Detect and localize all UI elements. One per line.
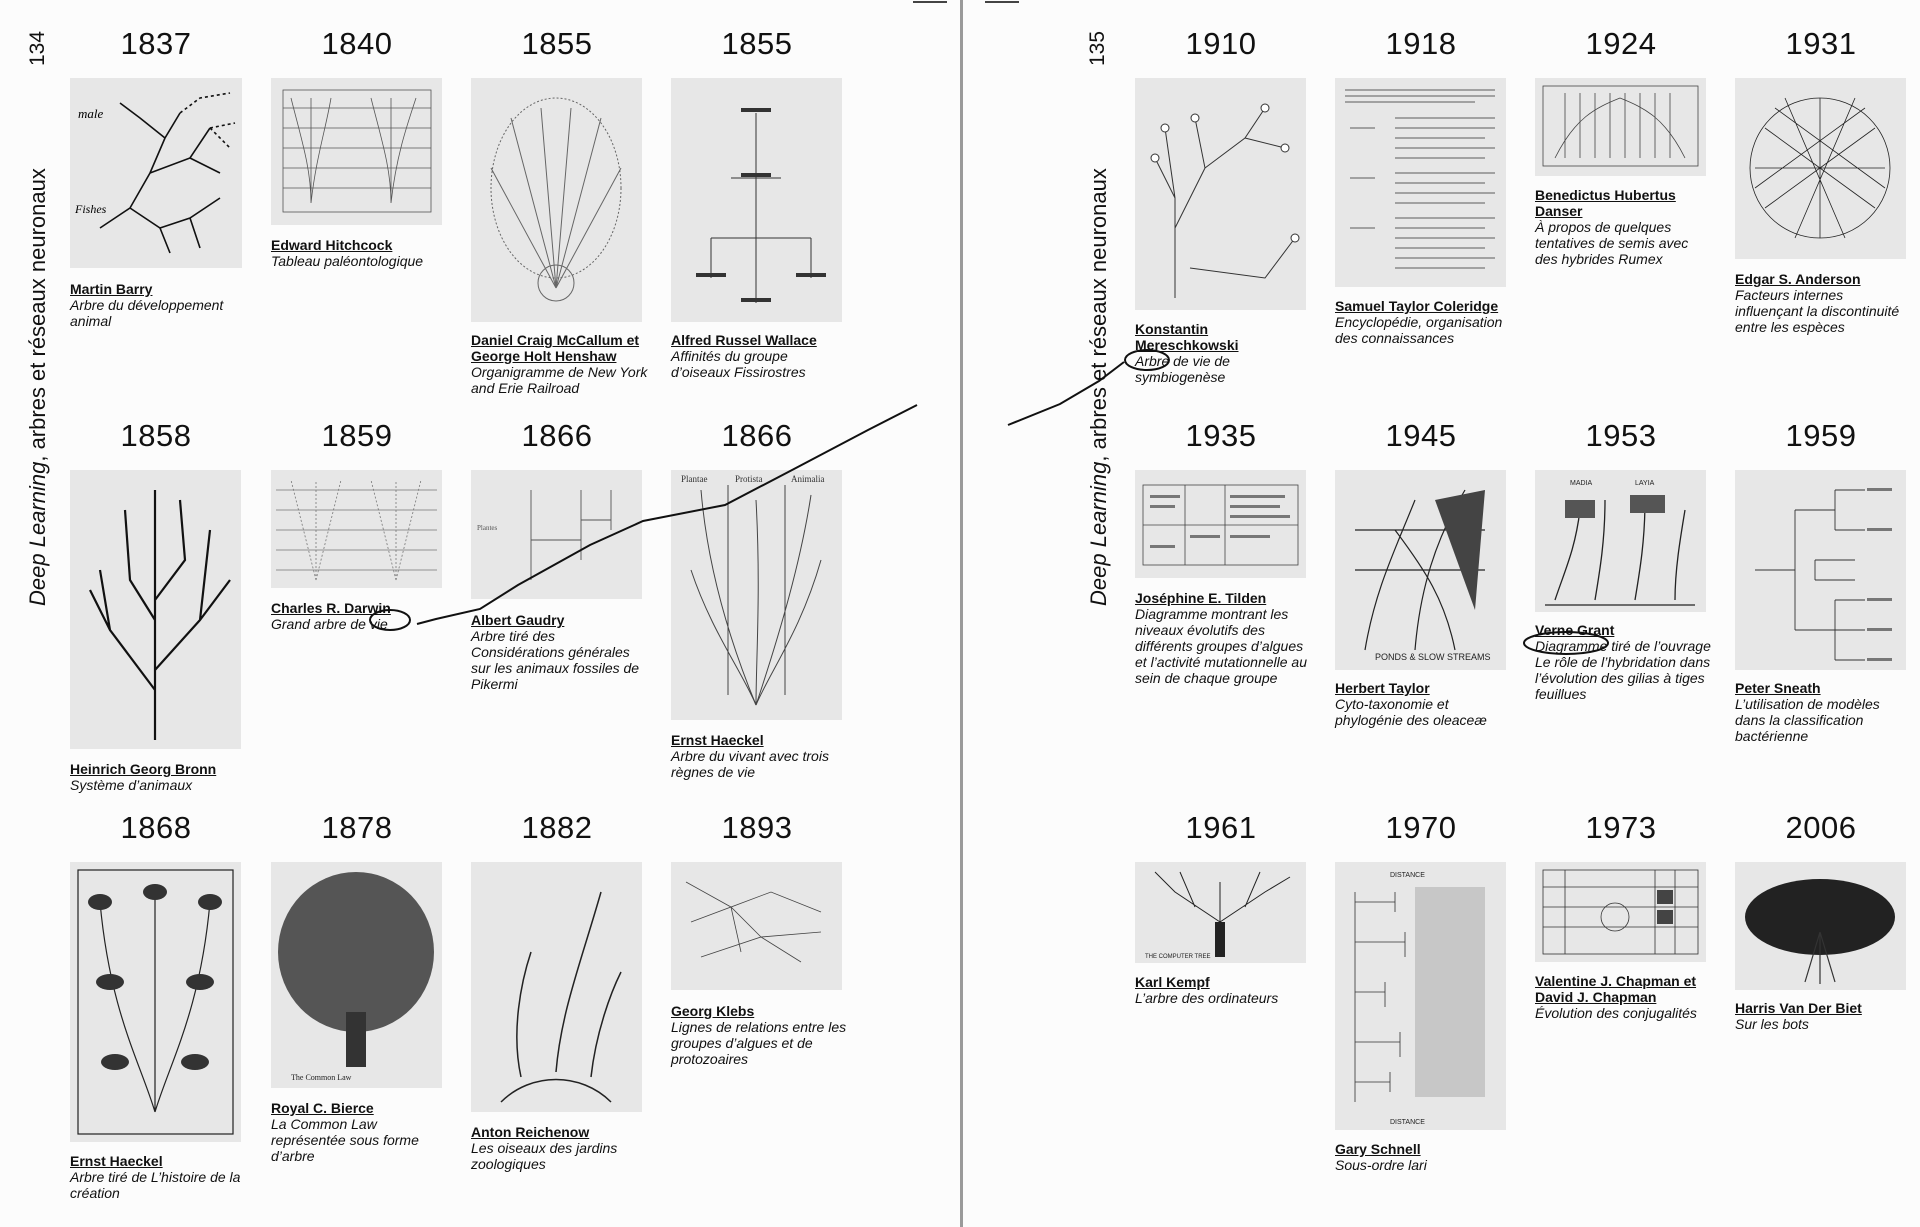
- entry-caption: [671, 332, 849, 380]
- entry-year: 1970: [1385, 810, 1457, 845]
- image-label: Plantes: [477, 524, 498, 532]
- entry-caption: [271, 237, 449, 269]
- bird-tree-image: [471, 862, 642, 1112]
- entry-author: Harris Van Der Biet: [1735, 1000, 1862, 1016]
- affinity-diagram-image: [671, 78, 842, 322]
- top-crop-mark: [985, 1, 1019, 3]
- entry-caption: [271, 600, 449, 632]
- image-label: PONDS & SLOW STREAMS: [1375, 652, 1491, 662]
- entry-author: Konstantin Mereschkowski: [1135, 321, 1239, 353]
- entry-title: Organigramme de New York and Erie Railroad: [471, 364, 648, 396]
- entry-year: 1935: [1185, 418, 1257, 453]
- entry-year: 1918: [1385, 26, 1457, 61]
- entry-year: 1882: [521, 810, 593, 845]
- entry-author: Georg Klebs: [671, 1003, 755, 1019]
- image-label: DISTANCE: [1390, 872, 1425, 879]
- entry-year: 1866: [521, 418, 593, 453]
- entry-author: Herbert Taylor: [1335, 680, 1430, 696]
- entry-author: Charles R. Darwin: [271, 600, 391, 616]
- entry-title: À propos de quelques tentatives de semis avec des hybrides Rumex: [1535, 219, 1689, 267]
- entry-year: 1945: [1385, 418, 1457, 453]
- entry-year: 1961: [1185, 810, 1257, 845]
- image-label: male: [78, 106, 104, 121]
- entry-caption: [1535, 973, 1713, 1021]
- image-label: Plantae: [681, 474, 708, 484]
- entry-author: Royal C. Bierce: [271, 1100, 374, 1116]
- entry-title: Arbre du vivant avec trois règnes de vie: [671, 748, 829, 780]
- entry-title: Système d’animaux: [70, 777, 193, 793]
- entry-title: Encyclopédie, organisation des connaissances: [1335, 314, 1503, 346]
- entry-year: 1959: [1785, 418, 1857, 453]
- entry-year: 1878: [321, 810, 393, 845]
- image-label: Protista: [735, 474, 763, 484]
- right-running-head: Deep Learning, arbres et réseaux neuronaux: [1086, 168, 1111, 606]
- entry-title: Arbre du développement animal: [70, 297, 224, 329]
- entry-caption: [1135, 974, 1313, 1006]
- entry-author: Anton Reichenow: [471, 1124, 590, 1140]
- entry-title: Facteurs internes influençant la discontinuité entre les espèces: [1735, 287, 1900, 335]
- image-label: MADIA: [1570, 480, 1593, 487]
- entry-title: La Common Law représentée sous forme d’arbre: [271, 1116, 419, 1164]
- entry-author: Valentine J. Chapman et David J. Chapman: [1535, 973, 1697, 1005]
- entry-author: Joséphine E. Tilden: [1135, 590, 1267, 606]
- entry-author: Ernst Haeckel: [70, 1153, 163, 1169]
- entry-caption: [471, 332, 649, 396]
- entry-author: Edgar S. Anderson: [1735, 271, 1861, 287]
- entry-caption: [471, 612, 649, 692]
- entry-author: Daniel Craig McCallum et George Holt Henshaw: [471, 332, 640, 364]
- entry-year: 2006: [1785, 810, 1857, 845]
- computer-tree-image: [1135, 862, 1306, 963]
- entry-author: Martin Barry: [70, 281, 153, 297]
- entry-title: L’utilisation de modèles dans la classification bactérienne: [1735, 696, 1880, 744]
- left-page-number: 134: [26, 30, 49, 66]
- image-label: Animalia: [791, 474, 825, 484]
- entry-author: Benedictus Hubertus Danser: [1535, 187, 1676, 219]
- entry-title: Tableau paléontologique: [271, 253, 424, 269]
- image-label: LAYIA: [1635, 480, 1655, 487]
- entry-author: Gary Schnell: [1335, 1141, 1421, 1157]
- hybrid-chart-image: [1535, 78, 1706, 176]
- entry-title: Cyto-taxonomie et phylogénie des oleaceæ: [1335, 696, 1487, 728]
- entry-title: Lignes de relations entre les groupes d’algues et de protozoaires: [671, 1019, 847, 1067]
- entry-author: Verne Grant: [1535, 622, 1615, 638]
- image-label: Fishes: [75, 202, 107, 216]
- haeckel-creation-image: [70, 862, 241, 1142]
- entry-caption: [1335, 1141, 1513, 1173]
- entry-year: 1866: [721, 418, 793, 453]
- entry-caption: [1735, 680, 1913, 744]
- entry-author: Peter Sneath: [1735, 680, 1821, 696]
- bots-tree-image: [1735, 862, 1906, 990]
- entry-caption: [1735, 271, 1913, 335]
- entry-caption: [1735, 1000, 1913, 1032]
- entry-year: 1931: [1785, 26, 1857, 61]
- entry-author: Ernst Haeckel: [671, 732, 764, 748]
- right-page-number: 135: [1086, 30, 1109, 66]
- entry-title: Arbre de vie de symbiogenèse: [1135, 353, 1230, 385]
- entry-title: Arbre tiré de L’histoire de la création: [70, 1169, 241, 1201]
- entry-year: 1840: [321, 26, 393, 61]
- oleaceae-diagram-image: [1335, 470, 1506, 670]
- entry-caption: [1135, 321, 1313, 385]
- image-label: THE COMPUTER TREE: [1145, 954, 1211, 960]
- entry-year: 1837: [120, 26, 192, 61]
- image-label: The Common Law: [291, 1073, 352, 1082]
- entry-year: 1893: [721, 810, 793, 845]
- gaudry-diagram-image: [471, 470, 642, 599]
- entry-year: 1910: [1185, 26, 1257, 61]
- haeckel-tree-image: [671, 470, 842, 720]
- entry-year: 1855: [521, 26, 593, 61]
- entry-caption: [1335, 680, 1513, 728]
- entry-author: Samuel Taylor Coleridge: [1335, 298, 1499, 314]
- gilia-diagram-image: [1535, 470, 1706, 612]
- relations-diagram-image: [671, 862, 842, 990]
- entry-title: Les oiseaux des jardins zoologiques: [471, 1140, 618, 1172]
- encyclopedia-text-image: [1335, 78, 1506, 287]
- entry-year: 1858: [120, 418, 192, 453]
- common-law-tree-image: [271, 862, 442, 1088]
- entry-caption: [671, 732, 849, 780]
- entry-title: Sur les bots: [1735, 1016, 1809, 1032]
- entry-title: Arbre tiré des Considérations générales sur les animaux fossiles de Pikermi: [471, 628, 640, 692]
- entry-caption: [671, 1003, 849, 1067]
- tree-image: [70, 470, 241, 749]
- entry-year: 1868: [120, 810, 192, 845]
- entry-year: 1973: [1585, 810, 1657, 845]
- entry-caption: [1135, 590, 1313, 686]
- left-running-head: Deep Learning, arbres et réseaux neuronaux: [25, 168, 50, 606]
- entry-caption: [70, 281, 248, 329]
- tree-diagram-image: [70, 78, 242, 268]
- chart-image: [271, 78, 442, 225]
- dendrogram-image: [1735, 470, 1906, 670]
- entry-title: L’arbre des ordinateurs: [1135, 990, 1279, 1006]
- entry-author: Alfred Russel Wallace: [671, 332, 817, 348]
- entry-caption: [1535, 187, 1713, 267]
- entry-caption: [271, 1100, 449, 1164]
- entry-author: Karl Kempf: [1135, 974, 1210, 990]
- entry-author: Edward Hitchcock: [271, 237, 393, 253]
- algae-levels-diagram-image: [1135, 470, 1306, 578]
- entry-caption: [1535, 622, 1713, 702]
- entry-year: 1924: [1585, 26, 1657, 61]
- entry-author: Heinrich Georg Bronn: [70, 761, 217, 777]
- top-crop-mark: [913, 1, 947, 3]
- entry-caption: [70, 761, 248, 793]
- entry-title: Diagramme tiré de l’ouvrage Le rôle de l’hybridation dans l’évolution des gilias à tiges feuillues: [1535, 638, 1711, 702]
- entry-title: Évolution des conjugalités: [1535, 1005, 1697, 1021]
- symbiogenesis-tree-image: [1135, 78, 1306, 310]
- darwin-diagram-image: [271, 470, 442, 588]
- entry-caption: [471, 1124, 649, 1172]
- entry-year: 1859: [321, 418, 393, 453]
- lari-dendrogram-image: [1335, 862, 1506, 1130]
- network-diagram-image: [1735, 78, 1906, 259]
- entry-year: 1855: [721, 26, 793, 61]
- organigram-image: [471, 78, 642, 322]
- entry-caption: [70, 1153, 248, 1201]
- entry-title: Diagramme montrant les niveaux évolutifs des différents groupes d’algues et l’activité mutationnelle au sein de chaque groupe: [1135, 606, 1307, 686]
- entry-year: 1953: [1585, 418, 1657, 453]
- entry-title: Sous-ordre lari: [1335, 1157, 1427, 1173]
- entry-caption: [1335, 298, 1513, 346]
- entry-title: Grand arbre de vie: [271, 616, 388, 632]
- image-label: DISTANCE: [1390, 1119, 1425, 1126]
- entry-author: Albert Gaudry: [471, 612, 565, 628]
- entry-title: Affinités du groupe d’oiseaux Fissirostres: [671, 348, 806, 380]
- conjugality-chart-image: [1535, 862, 1706, 962]
